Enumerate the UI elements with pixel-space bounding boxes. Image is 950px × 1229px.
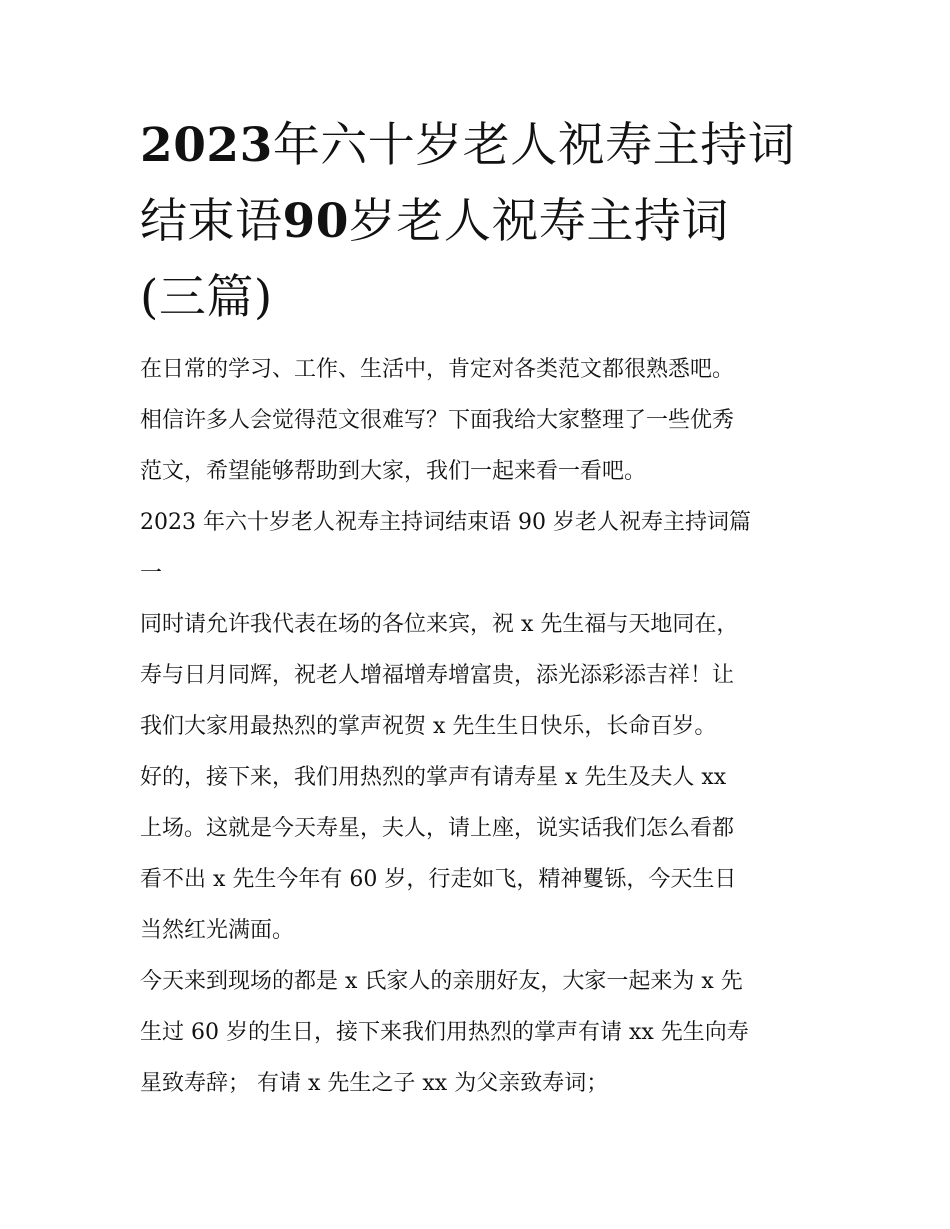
text-line: 看不出 x 先生今年有 60 岁，行走如飞，精神矍铄，今天生日: [140, 867, 737, 892]
text-line: 当然红光满面。: [140, 918, 295, 943]
text-line: 一: [140, 561, 163, 586]
text-line: 生过 60 岁的生日，接下来我们用热烈的掌声有请 xx 先生向寿: [140, 1020, 749, 1045]
document-body: [140, 344, 820, 1109]
title-line-3: [140, 260, 820, 336]
text-line: 2023 年六十岁老人祝寿主持词结束语 90 岁老人祝寿主持词篇: [140, 510, 751, 535]
text-line: 我们大家用最热烈的掌声祝贺 x 先生生日快乐，长命百岁。: [140, 714, 717, 739]
body-paragraph: [140, 599, 820, 752]
title-year: 2023: [140, 118, 273, 173]
text-line: 相信许多人会觉得范文很难写？下面我给大家整理了一些优秀: [140, 408, 735, 433]
text-line: 星致寿辞； 有请 x 先生之子 xx 为父亲致寿词；: [140, 1071, 609, 1096]
text-line: 上场。这就是今天寿星，夫人，请上座，说实话我们怎么看都: [140, 816, 735, 841]
title-text: 岁老人祝寿主持词: [348, 194, 729, 249]
text-line: 范文，希望能够帮助到大家，我们一起来看一看吧。: [140, 459, 647, 484]
text-line: 好的，接下来，我们用热烈的掌声有请寿星 x 先生及夫人 xx: [140, 765, 727, 790]
document-title: [140, 108, 820, 336]
text-line: 同时请允许我代表在场的各位来宾，祝 x 先生福与天地同在，: [140, 612, 739, 637]
text-line: 在日常的学习、工作、生活中，肯定对各类范文都很熟悉吧。: [140, 357, 735, 382]
document-content: [140, 108, 820, 1109]
section-heading: [140, 497, 820, 599]
title-text: (三篇): [140, 270, 273, 325]
title-age: 90: [282, 194, 349, 249]
body-paragraph: [140, 752, 820, 956]
title-line-1: [140, 108, 820, 184]
text-line: 寿与日月同辉，祝老人增福增寿增富贵，添光添彩添吉祥！让: [140, 663, 735, 688]
title-text: 结束语: [140, 194, 283, 249]
intro-paragraph: [140, 344, 820, 497]
body-paragraph: [140, 956, 820, 1109]
title-line-2: [140, 184, 820, 260]
text-line: 今天来到现场的都是 x 氏家人的亲朋好友，大家一起来为 x 先: [140, 969, 743, 994]
title-text: 年六十岁老人祝寿主持词: [272, 118, 796, 173]
